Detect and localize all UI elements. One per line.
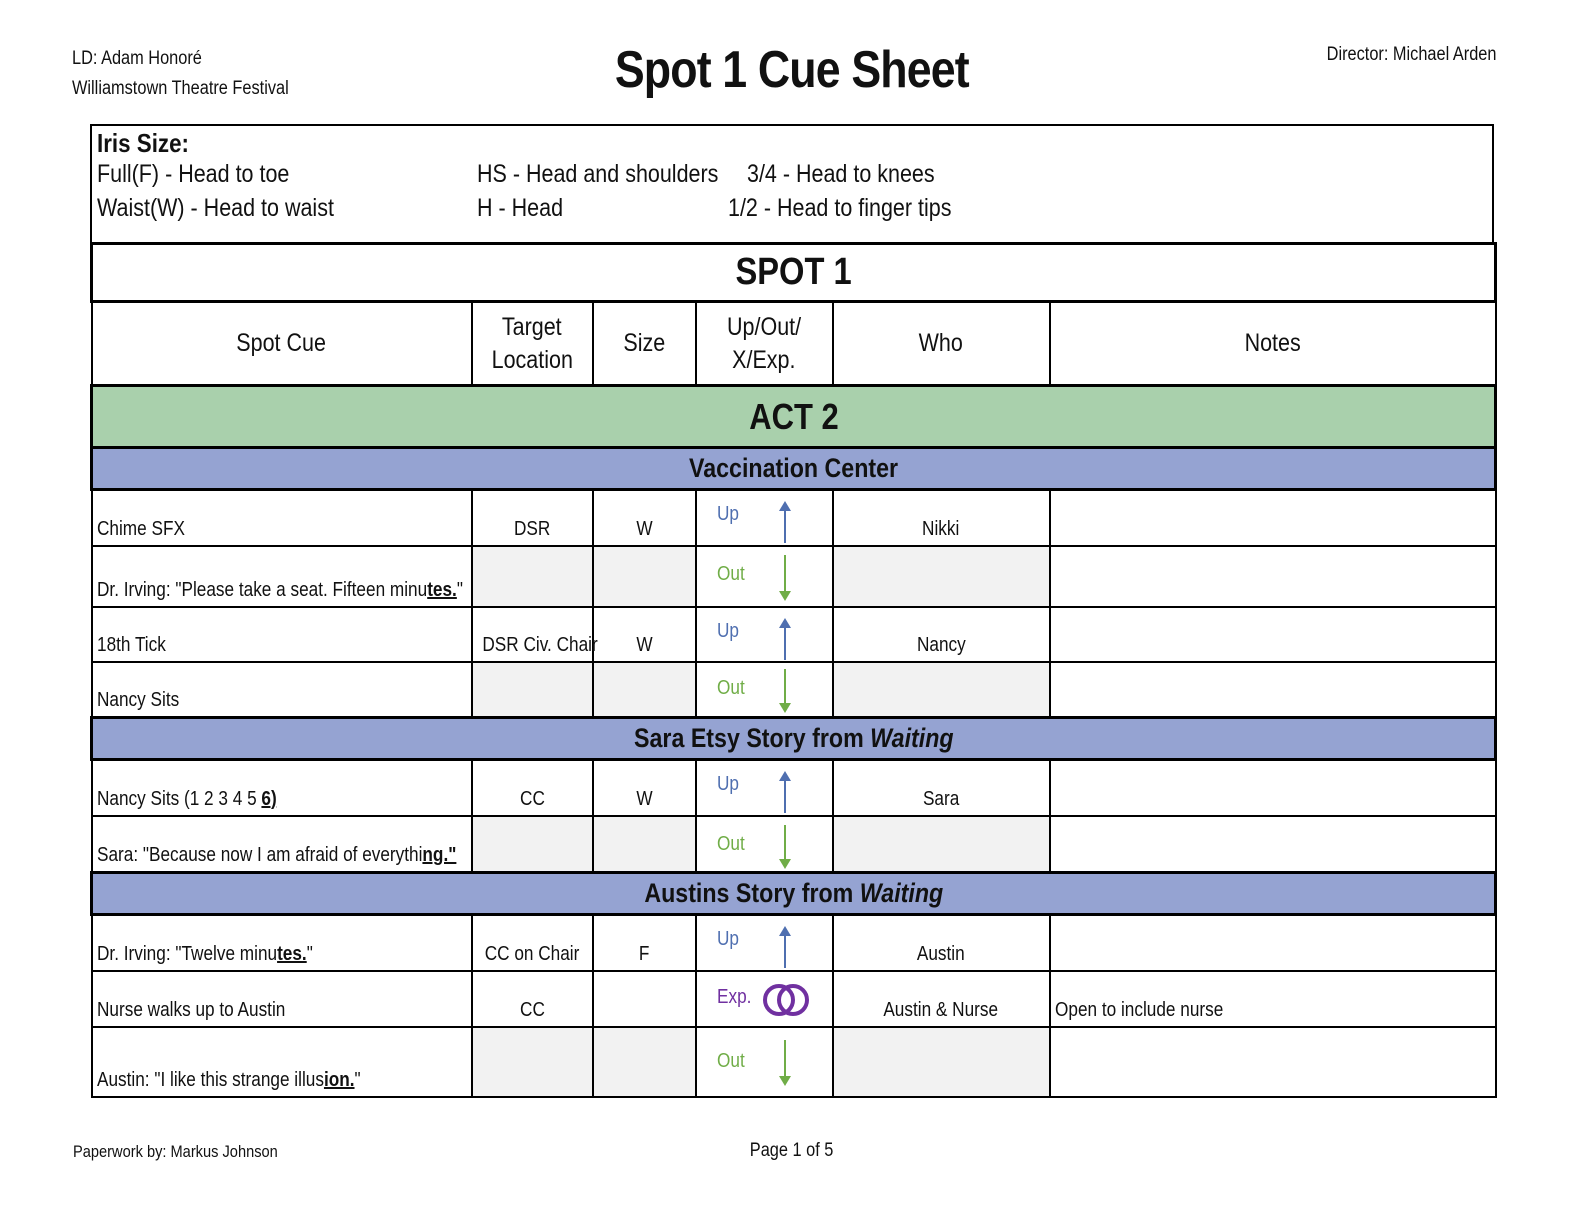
action-cell — [696, 607, 833, 662]
who-cell: Austin — [833, 915, 1050, 971]
down-arrow-icon — [777, 553, 793, 603]
who-cell — [833, 816, 1050, 873]
action-cell — [696, 662, 833, 718]
iris-waist: Waist(W) - Head to waist — [97, 194, 334, 222]
size-cell: W — [593, 490, 696, 546]
action-cell — [696, 760, 833, 816]
target-cell — [472, 1027, 593, 1097]
col-spot-cue: Spot Cue — [92, 302, 472, 386]
table-row — [92, 816, 1496, 873]
size-cell: W — [593, 607, 696, 662]
scene-row: Sara Etsy Story from Waiting — [92, 718, 1496, 760]
notes-cell — [1050, 490, 1496, 546]
size-cell: F — [593, 915, 696, 971]
action-cell — [696, 816, 833, 873]
action-label: Up — [716, 928, 739, 950]
size-cell: W — [593, 760, 696, 816]
action-cell — [696, 490, 833, 546]
table-row — [92, 915, 1496, 971]
down-arrow-icon — [777, 823, 793, 871]
up-arrow-icon — [777, 499, 793, 545]
notes-cell — [1050, 760, 1496, 816]
cue-cell: Sara: "Because now I am afraid of everything." — [92, 816, 472, 873]
notes-cell — [1050, 1027, 1496, 1097]
col-size: Size — [593, 302, 696, 386]
cue-cell: 18th Tick — [92, 607, 472, 662]
notes-cell — [1050, 816, 1496, 873]
up-arrow-icon — [777, 616, 793, 662]
cue-cell: Nurse walks up to Austin — [92, 971, 472, 1027]
target-cell — [472, 662, 593, 718]
cue-cell: Nancy Sits — [92, 662, 472, 718]
table-row — [92, 1027, 1496, 1097]
expand-rings-icon — [761, 982, 813, 1018]
action-label: Out — [716, 832, 745, 855]
page-title: Spot 1 Cue Sheet — [614, 41, 969, 99]
notes-cell — [1050, 607, 1496, 662]
who-cell — [833, 546, 1050, 607]
page-number: Page 1 of 5 — [750, 1140, 834, 1161]
target-cell: CC on Chair — [472, 915, 593, 971]
iris-hs: HS - Head and shoulders — [477, 160, 719, 188]
size-cell — [593, 1027, 696, 1097]
down-arrow-icon — [777, 1038, 793, 1088]
target-cell: CC — [472, 971, 593, 1027]
act-row: ACT 2 — [92, 386, 1496, 448]
up-arrow-icon — [777, 769, 793, 815]
cue-cell: Chime SFX — [92, 490, 472, 546]
table-row — [92, 971, 1496, 1027]
size-cell — [593, 662, 696, 718]
notes-cell — [1050, 915, 1496, 971]
size-cell — [593, 971, 696, 1027]
target-cell: CC — [472, 760, 593, 816]
cue-cell: Austin: "I like this strange illusion." — [92, 1027, 472, 1097]
who-cell: Sara — [833, 760, 1050, 816]
notes-cell — [1050, 546, 1496, 607]
target-cell: DSR Civ. Chair — [472, 607, 593, 662]
who-cell — [833, 1027, 1050, 1097]
action-label: Out — [716, 1049, 745, 1072]
col-up-out: Up/Out/ X/Exp. — [696, 302, 833, 386]
table-row — [92, 490, 1496, 546]
action-label: Up — [716, 773, 739, 795]
who-cell: Austin & Nurse — [833, 971, 1050, 1027]
cue-cell: Nancy Sits (1 2 3 4 5 6) — [92, 760, 472, 816]
director: Director: Michael Arden — [1326, 44, 1496, 65]
action-label: Exp. — [716, 985, 751, 1008]
action-label: Out — [716, 676, 745, 699]
col-notes: Notes — [1050, 302, 1496, 386]
cue-cell: Dr. Irving: "Please take a seat. Fifteen minutes." — [92, 546, 472, 607]
notes-cell: Open to include nurse — [1050, 971, 1496, 1027]
col-who: Who — [833, 302, 1050, 386]
target-cell — [472, 816, 593, 873]
down-arrow-icon — [777, 667, 793, 715]
size-cell — [593, 816, 696, 873]
iris-title: Iris Size: — [97, 128, 189, 158]
action-label: Out — [716, 562, 745, 585]
action-cell — [696, 971, 833, 1027]
who-cell: Nancy — [833, 607, 1050, 662]
iris-head: H - Head — [477, 194, 564, 222]
column-headers — [92, 302, 1496, 386]
col-target-location: Target Location — [472, 302, 593, 386]
iris-three-quarter: 3/4 - Head to knees — [747, 160, 935, 188]
iris-half: 1/2 - Head to finger tips — [728, 194, 952, 222]
table-row — [92, 607, 1496, 662]
paperwork-credit: Paperwork by: Markus Johnson — [73, 1142, 278, 1161]
iris-size-legend — [90, 124, 1494, 244]
lighting-designer: LD: Adam Honoré — [72, 48, 202, 69]
spot-title: SPOT 1 — [92, 244, 1496, 302]
who-cell: Nikki — [833, 490, 1050, 546]
action-label: Up — [716, 619, 739, 642]
target-cell — [472, 546, 593, 607]
action-cell — [696, 915, 833, 971]
up-arrow-icon — [777, 924, 793, 970]
iris-full: Full(F) - Head to toe — [97, 160, 290, 188]
cue-cell: Dr. Irving: "Twelve minutes." — [92, 915, 472, 971]
cue-table — [90, 242, 1497, 1098]
who-cell — [833, 662, 1050, 718]
target-cell: DSR — [472, 490, 593, 546]
table-row — [92, 662, 1496, 718]
scene-row: Vaccination Center — [92, 448, 1496, 490]
size-cell — [593, 546, 696, 607]
table-row — [92, 546, 1496, 607]
action-cell — [696, 1027, 833, 1097]
scene-row: Austins Story from Waiting — [92, 873, 1496, 915]
action-label: Up — [716, 503, 739, 525]
action-cell — [696, 546, 833, 607]
venue: Williamstown Theatre Festival — [72, 78, 289, 99]
notes-cell — [1050, 662, 1496, 718]
table-row — [92, 760, 1496, 816]
